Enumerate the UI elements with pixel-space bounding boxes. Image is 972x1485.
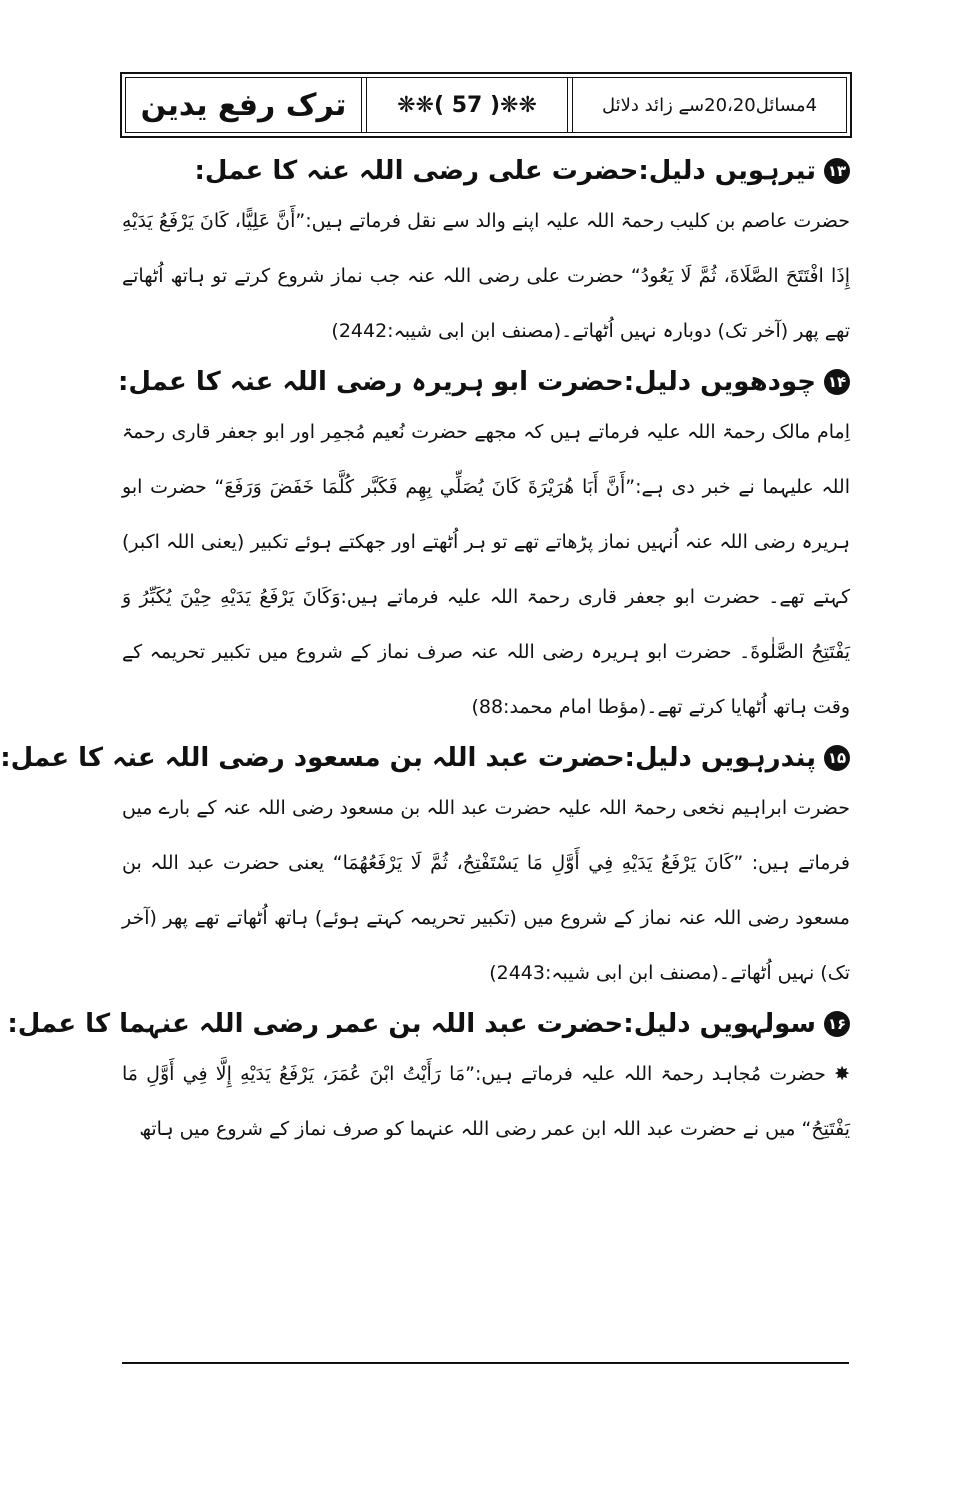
- section-number-badge: ۱۴: [824, 369, 850, 395]
- chapter-topic: ترک رفع یدین: [140, 87, 347, 123]
- section-heading: [117, 359, 850, 405]
- section-number-badge: ۱۵: [824, 745, 850, 771]
- section-heading: [0, 735, 850, 781]
- section-paragraph: اِمام مالک رحمۃ اللہ علیہ فرماتے ہیں کہ مجھے حضرت نُعیم مُجمِر اور ابو جعفر قاری رحمۃ اللہ علیہما نے خبر دی ہے:”أَنَّ أَبَا هُرَيْرَةَ كَانَ يُصَلِّي بِهِم فَكَبَّر كُلَّمَا خَفَضَ وَرَفَعَ“ حضرت ابو ہریرہ رضی اللہ عنہ اُنہیں نماز پڑھاتے تھے تو ہر اُٹھتے اور جھکتے ہوئے تکبیر (یعنی اللہ اکبر) کہتے تھے۔ حضرت ابو جعفر قاری رحمۃ اللہ علیہ فرماتے ہیں:وَكَانَ يَرْفَعُ يَدَيْهِ حِيْنَ يُكَبِّرُ وَ يَفْتَتِحُ الصَّلٰوةَ۔ حضرت ابو ہریرہ رضی اللہ عنہ صرف نماز کے شروع میں تکبیر تحریمہ کے وقت ہاتھ اُٹھایا کرتے تھے۔(مؤطا امام محمد:88): [122, 421, 850, 718]
- page-number: ❋❋( 57 )❋❋: [397, 92, 537, 118]
- section-paragraph: ✸ حضرت مُجاہد رحمۃ اللہ علیہ فرماتے ہیں:”مَا رَأَيْتُ ابْنَ عُمَرَ، يَرْفَعُ يَدَيْهِ إِلَّا فِي أَوَّلِ مَا يَفْتَتِحُ“ میں نے حضرت عبد اللہ ابن عمر رضی اللہ عنہما کو صرف نماز کے شروع میں ہاتھ: [122, 1063, 850, 1140]
- page-body: [0, 148, 850, 1157]
- section-heading: [122, 148, 850, 194]
- section-number-badge: ۱۶: [824, 1011, 850, 1037]
- section-number-badge: ۱۳: [824, 158, 850, 184]
- section-title: پندرہویں دلیل:حضرت عبد اللہ بن مسعود رضی اللہ عنہ کا عمل:: [0, 743, 816, 773]
- running-header: [120, 72, 852, 138]
- section-title: تیرہویں دلیل:حضرت علی رضی اللہ عنہ کا عمل:: [194, 156, 816, 186]
- section-heading: [7, 1001, 850, 1047]
- book-title: 4مسائل20،20سے زائد دلائل: [601, 94, 818, 116]
- footer-rule: [122, 1362, 849, 1364]
- section-title: چودھویں دلیل:حضرت ابو ہریرہ رضی اللہ عنہ کا عمل:: [117, 367, 816, 397]
- section-title: سولہویں دلیل:حضرت عبد اللہ بن عمر رضی اللہ عنہما کا عمل:: [7, 1009, 816, 1039]
- section-paragraph: حضرت ابراہیم نخعی رحمۃ اللہ علیہ حضرت عبد اللہ بن مسعود رضی اللہ عنہ کے بارے میں فرماتے ہیں: ”كَانَ يَرْفَعُ يَدَيْهِ فِي أَوَّلِ مَا يَسْتَفْتِحُ، ثُمَّ لَا يَرْفَعُهُمَا“ یعنی حضرت عبد اللہ بن مسعود رضی اللہ عنہ نماز کے شروع میں (تکبیر تحریمہ کہتے ہوئے) ہاتھ اُٹھاتے تھے پھر (آخر تک) نہیں اُٹھاتے۔(مصنف ابن ابی شیبہ:2443): [122, 797, 850, 984]
- section-paragraph: حضرت عاصم بن کلیب رحمۃ اللہ علیہ اپنے والد سے نقل فرماتے ہیں:”أَنَّ عَلِيًّا، كَانَ يَرْفَعُ يَدَيْهِ إِذَا افْتَتَحَ الصَّلَاةَ، ثُمَّ لَا يَعُودُ“ حضرت علی رضی اللہ عنہ جب نماز شروع کرتے تو ہاتھ اُٹھاتے تھے پھر (آخر تک) دوبارہ نہیں اُٹھاتے۔(مصنف ابن ابی شیبہ:2442): [122, 210, 850, 342]
